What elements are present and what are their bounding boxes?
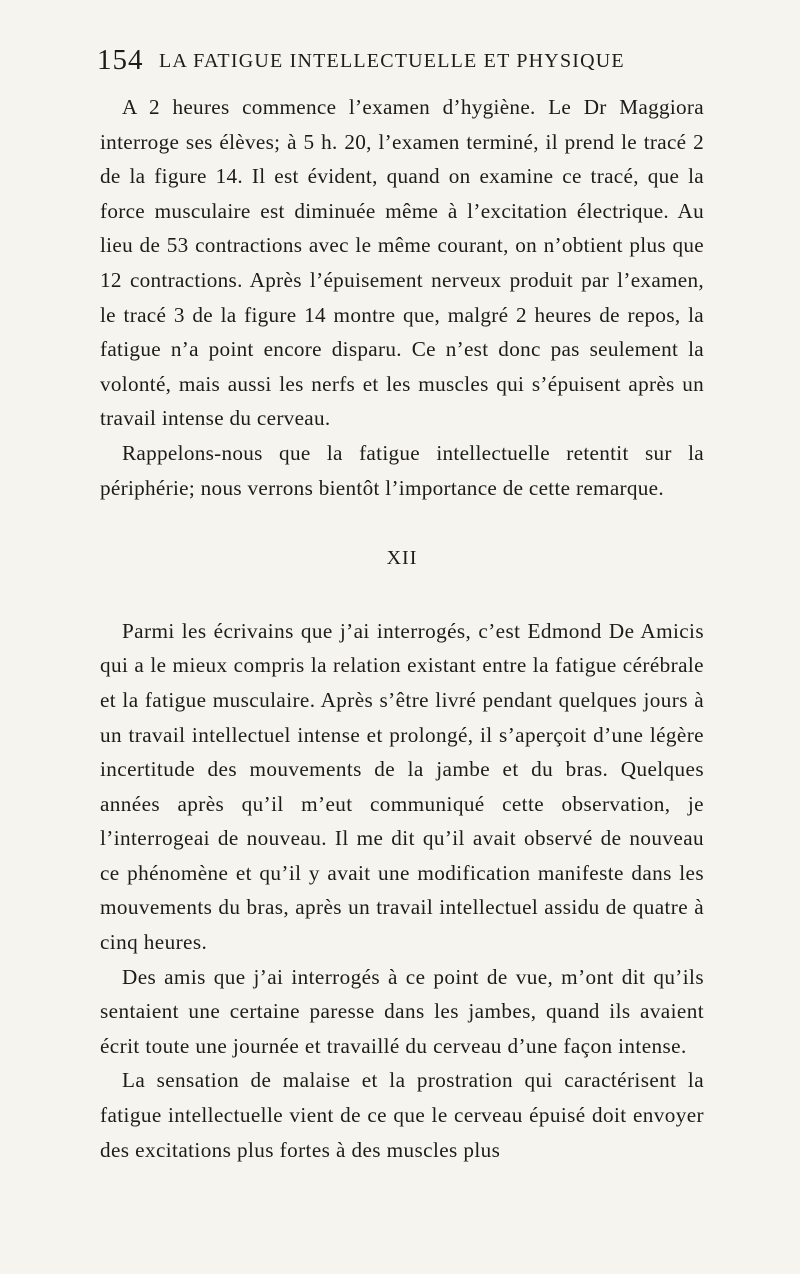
running-title: LA FATIGUE INTELLECTUELLE ET PHYSIQUE bbox=[159, 50, 625, 72]
paragraph-de-amicis: Parmi les écrivains que j’ai interrogés, c’est Edmond De Amicis qui a le mieux compris la relation existant entre la fatigue cérébrale et la fatigue musculaire. Après s’être livré pendant quelques jours à un travail intellectuel intense et prolongé, il s’aperçoit d’une légère incertitude des mouvements de la jambe et du bras. Quelques années après qu’il m’eut communiqué cette observation, je l’interrogeai de nouveau. Il me dit qu’il avait observé de nouveau ce phénomène et qu’il y avait une modification manifeste dans les mouvements du bras, après un travail intellectuel assidu de quatre à cinq heures. bbox=[100, 618, 704, 955]
page-number: 154 bbox=[97, 44, 144, 76]
paragraph-rappelons: Rappelons-nous que la fatigue intellectuelle retentit sur la périphérie; nous verrons bientôt l’importance de cette remarque. bbox=[100, 440, 704, 500]
section-heading: XII bbox=[386, 547, 418, 570]
paragraph-des-amis: Des amis que j’ai interrogés à ce point de vue, m’ont dit qu’ils sentaient une certaine paresse dans les jambes, quand ils avaient écrit toute une journée et travaillé du cerveau d’une façon intense. bbox=[100, 964, 704, 1058]
paragraph-examen: A 2 heures commence l’examen d’hygiène. Le Dr Maggiora interroge ses élèves; à 5 h. 20, l’examen terminé, il prend le tracé 2 de la figure 14. Il est évident, quand on examine ce tracé, que la force musculaire est diminuée même à l’excitation électrique. Au lieu de 53 contractions avec le même courant, on n’obtient plus que 12 contractions. Après l’épuisement nerveux produit par l’examen, le tracé 3 de la figure 14 montre que, malgré 2 heures de repos, la fatigue n’a point encore disparu. Ce n’est donc pas seulement la volonté, mais aussi les nerfs et les muscles qui s’épuisent après un travail intense du cerveau. bbox=[100, 95, 704, 431]
body-text bbox=[100, 90, 704, 1167]
paragraph-sensation: La sensation de malaise et la prostration qui caractérisent la fatigue intellectuelle vient de ce que le cerveau épuisé doit envoyer des excitations plus fortes à des muscles plus bbox=[100, 1068, 704, 1162]
page-header bbox=[97, 44, 717, 84]
section-xii-text bbox=[100, 614, 704, 1168]
